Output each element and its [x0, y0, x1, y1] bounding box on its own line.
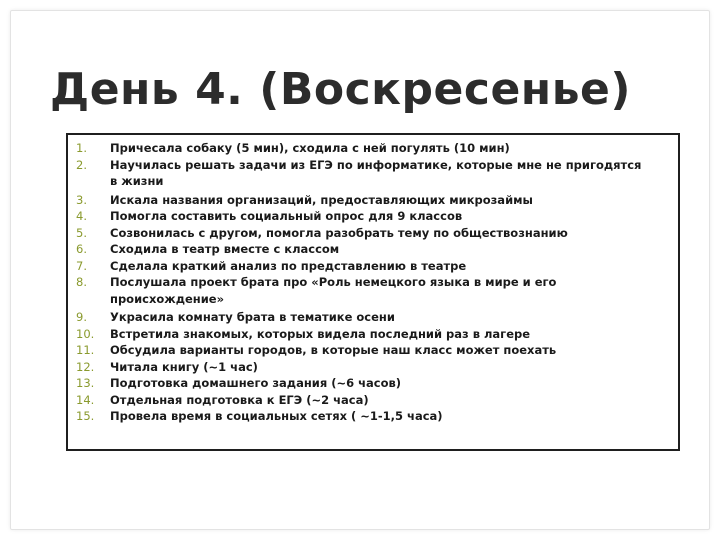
list-item [68, 225, 678, 242]
list-item-text: Созвонилась с другом, помогла разобрать тему по обществознанию [110, 225, 568, 240]
list-item [68, 342, 678, 359]
list-item [68, 408, 678, 425]
list-item-number: 5. [76, 225, 87, 240]
list-item-number: 7. [76, 258, 87, 273]
list-item-text: Встретила знакомых, которых видела последний раз в лагере [110, 326, 531, 341]
list-item-text: Послушала проект брата про «Роль немецкого языка в мире и его происхождение» [110, 275, 557, 306]
list-item [68, 375, 678, 392]
list-item-text: Читала книгу (~1 час) [110, 359, 258, 374]
list-item-number: 13. [76, 376, 95, 390]
list-item-number: 15. [76, 409, 95, 423]
list-item-text: Отдельная подготовка к ЕГЭ (~2 часа) [110, 392, 369, 407]
list-item-text: Сходила в театр вместе с классом [110, 242, 340, 256]
list-item [68, 392, 678, 409]
list-item-number: 14. [76, 392, 95, 407]
list-item [68, 157, 678, 190]
list-item-text: Украсила комнату брата в тематике осени [110, 310, 395, 324]
list-item-number: 12. [76, 359, 95, 374]
list-item-text: Провела время в социальных сетях ( ~1-1,5 часа) [110, 409, 443, 423]
list-item [68, 241, 678, 258]
list-item-number: 8. [76, 275, 87, 289]
list-item-text: Искала названия организаций, предоставляющих микрозаймы [110, 192, 533, 207]
list-item-number: 10. [76, 326, 95, 341]
list-item-number: 1. [76, 141, 87, 155]
list-item-number: 2. [76, 157, 87, 172]
list-item-number: 6. [76, 242, 87, 256]
list-item-text: Сделала краткий анализ по представлению в театре [110, 258, 467, 273]
list-item [68, 140, 678, 157]
list-item-number: 11. [76, 343, 95, 357]
list-item-text: Помогла составить социальный опрос для 9 классов [110, 209, 463, 223]
list-item-number: 3. [76, 192, 87, 207]
list-item [68, 258, 678, 275]
list-item-text: Обсудила варианты городов, в которые наш класс может поехать [110, 343, 557, 357]
list-item [68, 326, 678, 343]
list-item-number: 9. [76, 310, 87, 324]
slide-title: День 4. (Воскресенье) [50, 64, 631, 115]
list-item-text: Подготовка домашнего задания (~6 часов) [110, 376, 402, 390]
list-item-number: 4. [76, 209, 87, 223]
list-item [68, 309, 678, 326]
list-item [68, 359, 678, 376]
list-item [68, 274, 678, 307]
list-item-text: Причесала собаку (5 мин), сходила с ней погулять (10 мин) [110, 141, 510, 155]
content-box [66, 133, 680, 451]
list-item-text: Научилась решать задачи из ЕГЭ по информатике, которые мне не пригодятся в жизни [110, 157, 642, 188]
list-item [68, 208, 678, 225]
task-list [68, 135, 678, 425]
list-item [68, 192, 678, 209]
